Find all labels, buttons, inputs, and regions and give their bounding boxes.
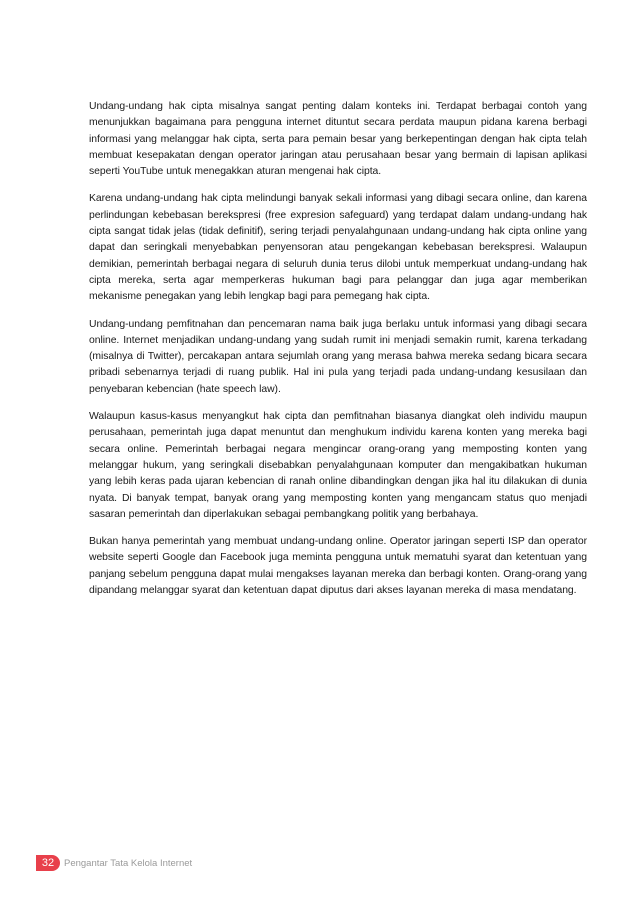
paragraph-4: Walaupun kasus-kasus menyangkut hak cipta dan pemfitnahan biasanya diangkat oleh individu maupun perusahaan, pemerintah juga dapat menuntut dan menghukum individu karena konten yang mereka bagi secara online. Pemerintah berbagai negara mengincar orang-orang yang memposting konten yang melanggar hukum, yang seringkali disebabkan penyalahgunaan komputer dan mengakibatkan hukuman yang lebih keras pada ujaran kebencian di ranah online dibandingkan dengan jika hal itu dilakukan di dunia nyata. Di banyak tempat, banyak orang yang memposting konten yang mengancam status quo menjadi sasaran pemerintah dan diperlakukan sebagai pembangkang politik yang berbahaya. [89,411,587,520]
paragraph-2: Karena undang-undang hak cipta melindungi banyak sekali informasi yang dibagi secara online, dan karena perlindungan kebebasan berekspresi (free expresion safeguard) yang terdapat dalam undang-undang hak cipta sangat tidak jelas (tidak definitif), sering terjadi penyalahgunaan undang-undang hak cipta online yang dapat dan seringkali menyebabkan penyensoran atau pengekangan kebebasan berekspresi. Walaupun demikian, pemerintah berbagai negara di seluruh dunia terus dilobi untuk memperkuat undang-undang hak cipta mereka, serta agar memperkeras hukuman bagi para pelanggar dan juga agar memberikan mekanisme penegakan yang lebih lengkap bagi para pemegang hak cipta. [89,193,587,303]
paragraph-1: Undang-undang hak cipta misalnya sangat penting dalam konteks ini. Terdapat berbagai contoh yang menunjukkan bagaimana para pengguna internet dituntut secara perdata maupun pidana karena berbagi informasi yang melanggar hak cipta, serta para pemain besar yang berkepentingan dengan hak cipta telah membuat kesepakatan dengan operator jaringan atau perusahaan besar yang bermain di lapisan aplikasi seperti YouTube untuk menegakkan aturan mengenai hak cipta. [89,101,587,178]
page-footer [36,855,192,871]
body-text [89,99,587,610]
paragraph-3: Undang-undang pemfitnahan dan pencemaran nama baik juga berlaku untuk informasi yang dibagi secara online. Internet menjadikan undang-undang yang sudah rumit ini menjadi semakin rumit, karena terkadang (misalnya di Twitter), percakapan antara sejumlah orang yang merasa bahwa mereka sedang bicara secara pribadi sebenarnya terjadi di ruang publik. Hal ini pula yang terjadi pada undang-undang kesusilaan dan penyebaran kebencian (hate speech law). [89,318,587,395]
paragraph-5: Bukan hanya pemerintah yang membuat undang-undang online. Operator jaringan seperti ISP dan operator website seperti Google dan Facebook juga meminta pengguna untuk mematuhi syarat dan ketentuan yang panjang sebelum pengguna dapat mulai mengakses layanan mereka dan berbagi konten. Orang-orang yang dipandang melanggar syarat dan ketentuan dapat diputus dari akses layanan mereka di masa mendatang. [89,536,587,597]
page-number-badge: 32 [36,855,60,871]
footer-book-title: Pengantar Tata Kelola Internet [64,857,193,869]
